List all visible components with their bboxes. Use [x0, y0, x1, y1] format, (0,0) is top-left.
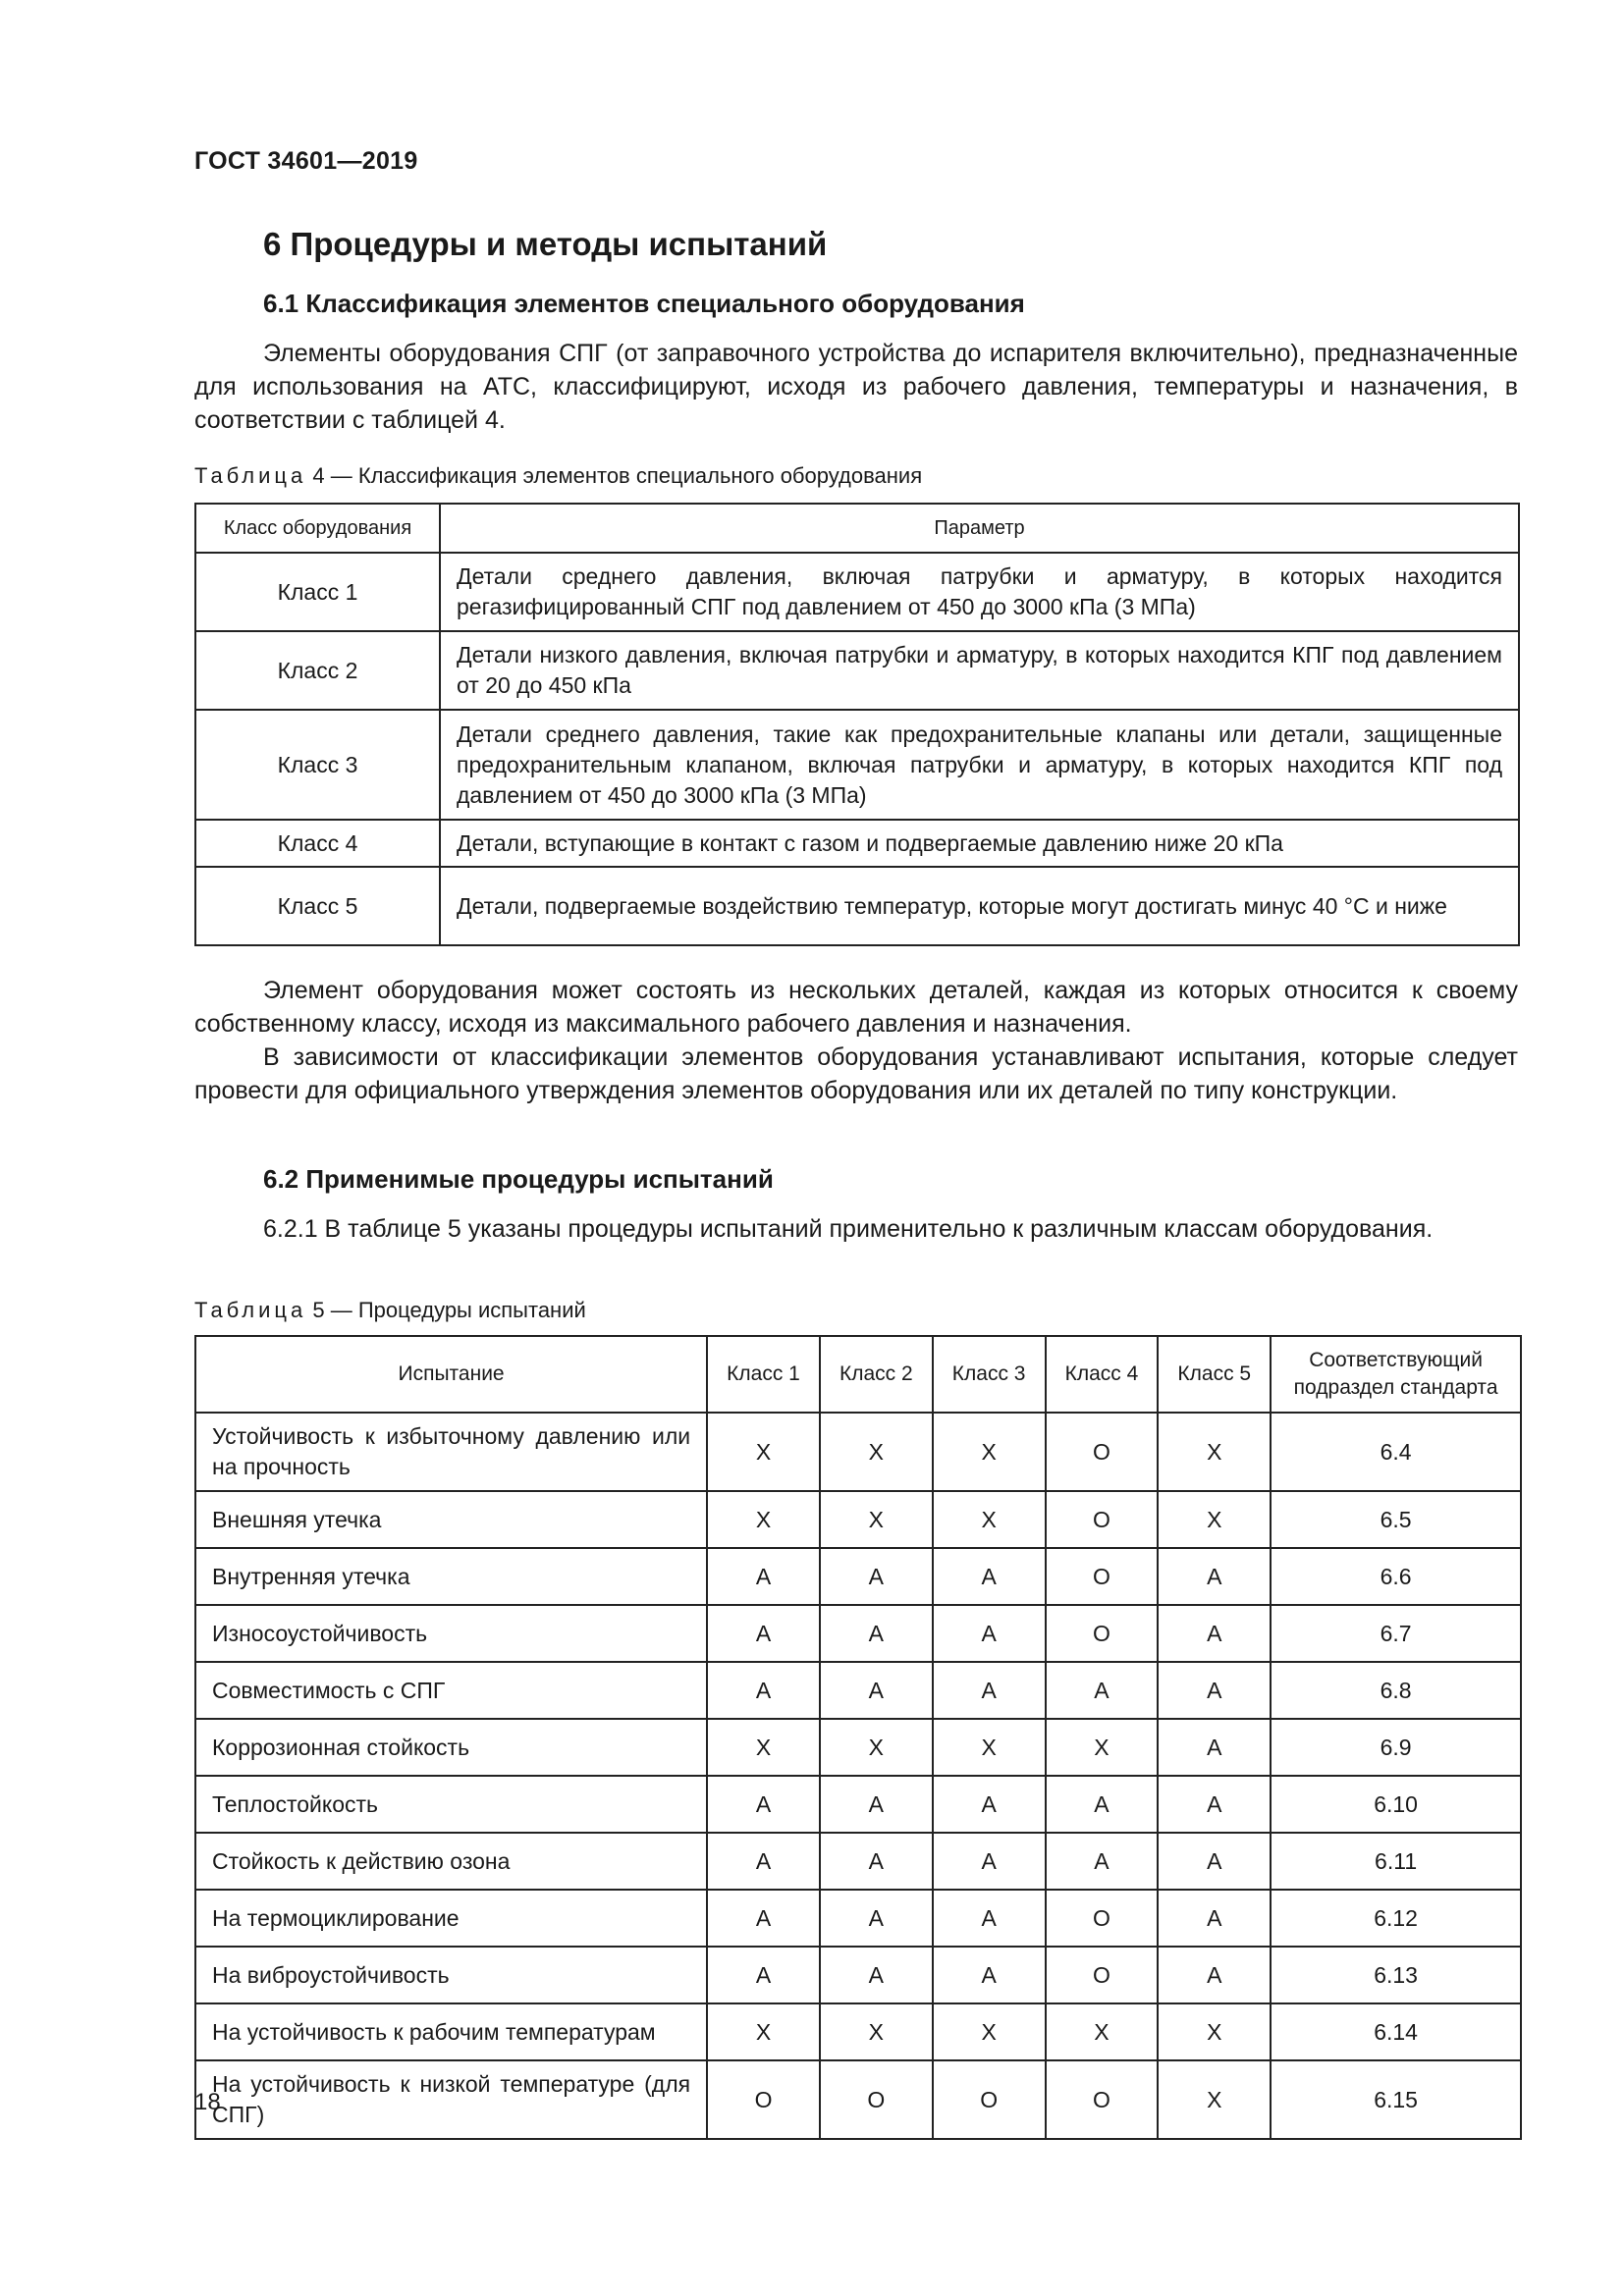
table5-class4-mark: A [1046, 1662, 1159, 1719]
table5-class4-mark: O [1046, 1413, 1159, 1491]
table5-class5-mark: X [1158, 2060, 1271, 2139]
table-row [195, 1548, 1521, 1605]
table5-header-row [195, 1336, 1521, 1413]
table5-reference-cell: 6.9 [1271, 1719, 1521, 1776]
table5-class4-mark: O [1046, 2060, 1159, 2139]
table-row [195, 1605, 1521, 1662]
table4-header-parameter: Параметр [440, 504, 1519, 553]
subsection-6-1-title: 6.1 Классификация элементов специального оборудования [263, 289, 1025, 318]
subsection-6-2-title: 6.2 Применимые процедуры испытаний [263, 1164, 774, 1194]
table4-header-class: Класс оборудования [195, 504, 440, 553]
table5-class1-mark: A [707, 1776, 820, 1833]
table5-class1-mark: X [707, 1491, 820, 1548]
paragraph-after-table4-1: Элемент оборудования может состоять из нескольких деталей, каждая из которых относится к своему собственному классу, исходя из максимального рабочего давления и назначения. [194, 977, 1518, 1038]
table-row [195, 710, 1519, 820]
table5-class3-mark: A [933, 1605, 1046, 1662]
table5-class1-mark: A [707, 1662, 820, 1719]
table5-caption-text: 5 — Процедуры испытаний [306, 1298, 586, 1322]
table5-header-class2: Класс 2 [820, 1336, 933, 1413]
table5-header-reference: Соответствующий подраздел стандарта [1271, 1336, 1521, 1413]
table5-reference-cell: 6.13 [1271, 1947, 1521, 2003]
table4-caption [194, 463, 922, 489]
table5-class1-mark: A [707, 1833, 820, 1890]
table5-caption [194, 1298, 586, 1323]
table4-caption-text: 4 — Классификация элементов специального оборудования [306, 463, 923, 488]
table5-reference-cell: 6.15 [1271, 2060, 1521, 2139]
table-row [195, 1413, 1521, 1491]
table5-header-class3: Класс 3 [933, 1336, 1046, 1413]
table5-class3-mark: A [933, 1890, 1046, 1947]
table5-reference-cell: 6.12 [1271, 1890, 1521, 1947]
table5-reference-cell: 6.14 [1271, 2003, 1521, 2060]
table5-class1-mark: A [707, 1890, 820, 1947]
table-row [195, 1833, 1521, 1890]
table-row [195, 867, 1519, 945]
table5-reference-cell: 6.5 [1271, 1491, 1521, 1548]
table5-class2-mark: A [820, 1548, 933, 1605]
table5-reference-cell: 6.7 [1271, 1605, 1521, 1662]
table5-test-cell: На термоциклирование [195, 1890, 707, 1947]
table5-test-cell: Стойкость к действию озона [195, 1833, 707, 1890]
table5-class2-mark: A [820, 1776, 933, 1833]
table5-class2-mark: A [820, 1833, 933, 1890]
table5-class2-mark: X [820, 2003, 933, 2060]
table5-header-test: Испытание [195, 1336, 707, 1413]
table5-class4-mark: O [1046, 1605, 1159, 1662]
table5-class5-mark: X [1158, 1491, 1271, 1548]
table4-class-cell: Класс 4 [195, 820, 440, 867]
table5-class1-mark: X [707, 1413, 820, 1491]
table5-body [195, 1413, 1521, 2139]
table5-class4-mark: O [1046, 1491, 1159, 1548]
paragraph-after-table4-2: В зависимости от классификации элементов оборудования устанавливают испытания, которые следует провести для официального утверждения элементов оборудования или их деталей по типу конструкции. [194, 1043, 1518, 1104]
table-row [195, 1947, 1521, 2003]
table-row [195, 2060, 1521, 2139]
table5-class5-mark: X [1158, 1413, 1271, 1491]
table5-class2-mark: X [820, 1719, 933, 1776]
table5-class5-mark: A [1158, 1833, 1271, 1890]
table5-reference-cell: 6.11 [1271, 1833, 1521, 1890]
table5-class5-mark: A [1158, 1947, 1271, 2003]
table5-header-class4: Класс 4 [1046, 1336, 1159, 1413]
table5-test-cell: Износоустойчивость [195, 1605, 707, 1662]
table5-test-cell: Внешняя утечка [195, 1491, 707, 1548]
table5-class1-mark: A [707, 1605, 820, 1662]
table5-class3-mark: X [933, 1491, 1046, 1548]
table5-class1-mark: O [707, 2060, 820, 2139]
table5-test-cell: Теплостойкость [195, 1776, 707, 1833]
table5-header-class1: Класс 1 [707, 1336, 820, 1413]
table5-class3-mark: O [933, 2060, 1046, 2139]
table5-test-cell: Коррозионная стойкость [195, 1719, 707, 1776]
table5-class3-mark: A [933, 1833, 1046, 1890]
table5-reference-cell: 6.10 [1271, 1776, 1521, 1833]
table5-class2-mark: A [820, 1947, 933, 2003]
table5-class1-mark: A [707, 1947, 820, 2003]
table4-parameter-cell: Детали среднего давления, такие как предохранительные клапаны или детали, защищенные предохранительным клапаном, включая патрубки и арматуру, в которых находится КПГ под давлением от 450 до 3000 кПа (3 МПа) [440, 710, 1519, 820]
table-4 [194, 503, 1520, 946]
table5-caption-prefix: Таблица [194, 1298, 307, 1322]
table5-class5-mark: A [1158, 1776, 1271, 1833]
paragraph-6-2-1: 6.2.1 В таблице 5 указаны процедуры испытаний применительно к различным классам оборудования. [263, 1215, 1434, 1243]
table5-test-cell: На виброустойчивость [195, 1947, 707, 2003]
table-5 [194, 1335, 1522, 2140]
table5-class3-mark: A [933, 1947, 1046, 2003]
table5-class4-mark: O [1046, 1890, 1159, 1947]
table5-test-cell: На устойчивость к низкой температуре (для СПГ) [195, 2060, 707, 2139]
table5-class2-mark: X [820, 1491, 933, 1548]
table5-class5-mark: A [1158, 1890, 1271, 1947]
table4-parameter-cell: Детали, вступающие в контакт с газом и подвергаемые давлению ниже 20 кПа [440, 820, 1519, 867]
table5-reference-cell: 6.8 [1271, 1662, 1521, 1719]
table5-class2-mark: X [820, 1413, 933, 1491]
table5-class1-mark: A [707, 1548, 820, 1605]
table4-class-cell: Класс 3 [195, 710, 440, 820]
table5-class3-mark: X [933, 1413, 1046, 1491]
table5-class2-mark: O [820, 2060, 933, 2139]
table5-class5-mark: A [1158, 1605, 1271, 1662]
table5-class4-mark: O [1046, 1947, 1159, 2003]
table-row [195, 1890, 1521, 1947]
table-row [195, 1719, 1521, 1776]
table5-class3-mark: A [933, 1662, 1046, 1719]
table5-test-cell: Устойчивость к избыточному давлению или на прочность [195, 1413, 707, 1491]
table5-class4-mark: A [1046, 1833, 1159, 1890]
table-row [195, 553, 1519, 631]
table5-class5-mark: A [1158, 1662, 1271, 1719]
table5-header-class5: Класс 5 [1158, 1336, 1271, 1413]
table5-class5-mark: X [1158, 2003, 1271, 2060]
table5-class3-mark: A [933, 1548, 1046, 1605]
table-row [195, 1662, 1521, 1719]
table-row [195, 820, 1519, 867]
table-row [195, 1491, 1521, 1548]
table5-class2-mark: A [820, 1605, 933, 1662]
table5-class4-mark: A [1046, 1776, 1159, 1833]
table5-class1-mark: X [707, 1719, 820, 1776]
table5-class3-mark: A [933, 1776, 1046, 1833]
table5-test-cell: Внутренняя утечка [195, 1548, 707, 1605]
table5-class3-mark: X [933, 2003, 1046, 2060]
paragraph-6-1: Элементы оборудования СПГ (от заправочного устройства до испарителя включительно), предназначенные для использования на АТС, классифицируют, исходя из рабочего давления, температуры и назначения, в соответствии с таблицей 4. [194, 340, 1518, 434]
table5-test-cell: Совместимость с СПГ [195, 1662, 707, 1719]
table4-class-cell: Класс 5 [195, 867, 440, 945]
table4-caption-prefix: Таблица [194, 463, 307, 488]
table4-parameter-cell: Детали среднего давления, включая патрубки и арматуру, в которых находится регазифицированный СПГ под давлением от 450 до 3000 кПа (3 МПа) [440, 553, 1519, 631]
table5-class4-mark: O [1046, 1548, 1159, 1605]
table5-class4-mark: X [1046, 1719, 1159, 1776]
table4-header-row [195, 504, 1519, 553]
table4-parameter-cell: Детали низкого давления, включая патрубки и арматуру, в которых находится КПГ под давлением от 20 до 450 кПа [440, 631, 1519, 710]
table5-class4-mark: X [1046, 2003, 1159, 2060]
table5-reference-cell: 6.6 [1271, 1548, 1521, 1605]
table5-class5-mark: A [1158, 1548, 1271, 1605]
table5-class2-mark: A [820, 1890, 933, 1947]
table-row [195, 2003, 1521, 2060]
table5-class3-mark: X [933, 1719, 1046, 1776]
document-code: ГОСТ 34601—2019 [194, 147, 418, 175]
table-row [195, 1776, 1521, 1833]
table4-parameter-cell: Детали, подвергаемые воздействию температур, которые могут достигать минус 40 °С и ниже [440, 867, 1519, 945]
table5-class1-mark: X [707, 2003, 820, 2060]
table4-class-cell: Класс 2 [195, 631, 440, 710]
page-number: 18 [194, 2089, 221, 2115]
table5-class2-mark: A [820, 1662, 933, 1719]
section-title: 6 Процедуры и методы испытаний [263, 226, 828, 262]
table-row [195, 631, 1519, 710]
table4-class-cell: Класс 1 [195, 553, 440, 631]
table5-reference-cell: 6.4 [1271, 1413, 1521, 1491]
table5-class5-mark: A [1158, 1719, 1271, 1776]
table5-test-cell: На устойчивость к рабочим температурам [195, 2003, 707, 2060]
